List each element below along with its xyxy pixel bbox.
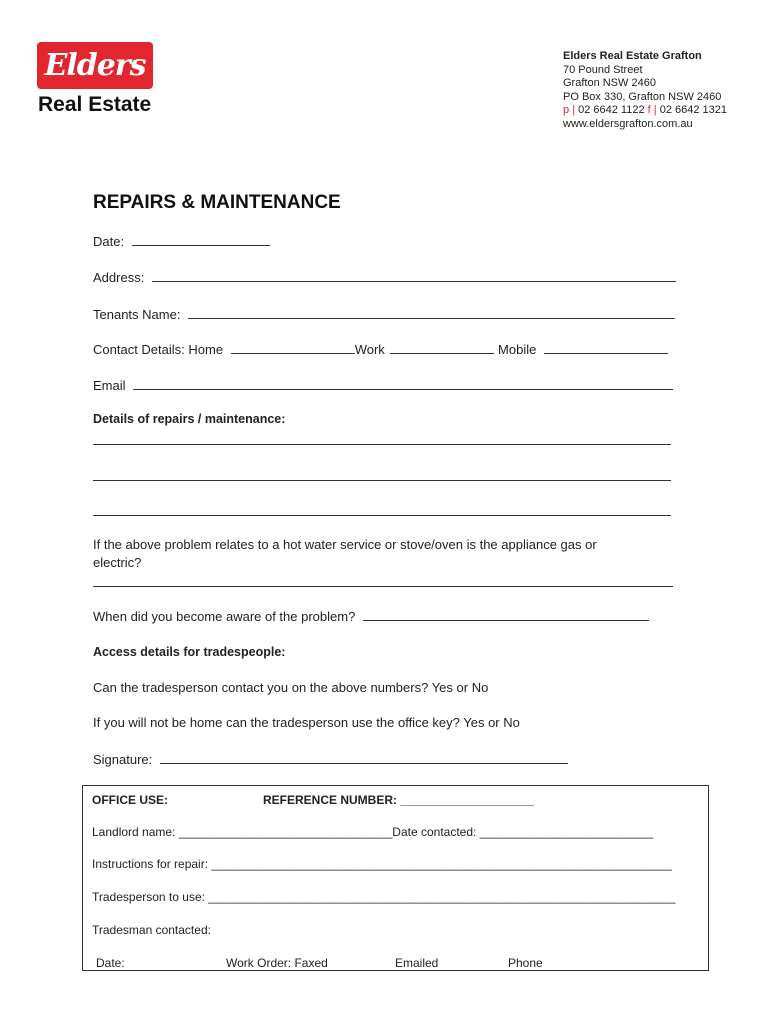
office-website: www.eldersgrafton.com.au xyxy=(563,117,693,130)
work-phone-field[interactable] xyxy=(390,341,494,354)
logo-wordmark: Elders xyxy=(44,48,146,83)
instructions-field[interactable]: _____________________________________________________________________ xyxy=(211,857,672,871)
logo-subtitle: Real Estate xyxy=(38,93,152,116)
tradesperson-label: Tradesperson to use: xyxy=(92,890,205,904)
elders-logo xyxy=(37,42,153,89)
office-name: Elders Real Estate Grafton xyxy=(563,50,702,62)
aware-row xyxy=(93,608,649,624)
address-field[interactable] xyxy=(152,269,676,282)
tenants-field[interactable] xyxy=(188,306,675,319)
date-field[interactable] xyxy=(132,233,270,246)
reference-number-row xyxy=(263,793,534,807)
access-heading: Access details for tradespeople: xyxy=(93,645,286,659)
office-contact-numbers: p | 02 6642 1122 f | 02 6642 1321 xyxy=(563,104,727,116)
emailed-label: Emailed xyxy=(395,956,439,970)
appliance-question-line-1: If the above problem relates to a hot water service or stove/oven is the appliance gas or xyxy=(93,537,597,552)
appliance-answer-field[interactable] xyxy=(93,586,673,587)
appliance-question-line-2: electric? xyxy=(93,555,142,570)
tradesperson-row xyxy=(92,890,675,904)
office-po-box: PO Box 330, Grafton NSW 2460 xyxy=(563,90,722,103)
office-address-block xyxy=(563,50,727,131)
tenants-row xyxy=(93,306,675,322)
email-field[interactable] xyxy=(133,377,673,390)
signature-field[interactable] xyxy=(160,751,568,764)
aware-question: When did you become aware of the problem? xyxy=(93,609,356,624)
contact-label: Contact Details: Home xyxy=(93,342,224,357)
work-order-faxed-label: Work Order: Faxed xyxy=(226,956,328,970)
date-row xyxy=(93,233,270,249)
landlord-row xyxy=(92,825,653,839)
details-label: Details of repairs / maintenance: xyxy=(93,412,286,426)
form-title: REPAIRS & MAINTENANCE xyxy=(93,192,341,213)
landlord-field[interactable]: ________________________________ xyxy=(178,825,393,839)
instructions-row xyxy=(92,857,672,871)
office-suburb: Grafton NSW 2460 xyxy=(563,77,656,89)
signature-label: Signature: xyxy=(93,752,153,767)
email-row xyxy=(93,377,673,393)
details-line-3[interactable] xyxy=(93,515,671,516)
reference-label: REFERENCE NUMBER: xyxy=(263,793,398,807)
office-street: 70 Pound Street xyxy=(563,63,643,76)
details-line-2[interactable] xyxy=(93,480,671,481)
phone-option-label: Phone xyxy=(508,956,543,970)
details-line-1[interactable] xyxy=(93,444,671,445)
work-label: Work xyxy=(354,342,385,357)
date-contacted-field[interactable]: __________________________ xyxy=(479,825,654,839)
tradesperson-field[interactable]: ______________________________________________________________________ xyxy=(208,890,676,904)
phone-label: p xyxy=(563,104,570,116)
date-contacted-label: Date contacted: xyxy=(392,825,477,839)
contact-question: Can the tradesperson contact you on the above numbers? Yes or No xyxy=(93,680,489,695)
signature-row xyxy=(93,751,568,767)
mobile-phone-field[interactable] xyxy=(544,341,668,354)
tradesman-contacted-label: Tradesman contacted: xyxy=(92,923,211,937)
mobile-label: Mobile xyxy=(498,342,537,357)
key-question: If you will not be home can the tradesperson use the office key? Yes or No xyxy=(93,715,520,730)
office-use-heading: OFFICE USE: xyxy=(92,793,169,807)
address-label: Address: xyxy=(93,270,145,285)
reference-field[interactable]: ____________________ xyxy=(400,793,534,807)
aware-field[interactable] xyxy=(363,608,649,621)
date-label: Date: xyxy=(93,234,125,249)
instructions-label: Instructions for repair: xyxy=(92,857,209,871)
email-label: Email xyxy=(93,378,126,393)
office-date-label: Date: xyxy=(96,956,125,970)
home-phone-field[interactable] xyxy=(231,341,355,354)
office-fax: 02 6642 1321 xyxy=(659,104,727,116)
fax-label: f xyxy=(647,104,651,116)
tenants-label: Tenants Name: xyxy=(93,307,181,322)
contact-row xyxy=(93,341,668,357)
address-row xyxy=(93,269,676,285)
office-use-box xyxy=(82,785,709,971)
landlord-label: Landlord name: xyxy=(92,825,176,839)
office-phone: 02 6642 1122 xyxy=(578,104,645,116)
